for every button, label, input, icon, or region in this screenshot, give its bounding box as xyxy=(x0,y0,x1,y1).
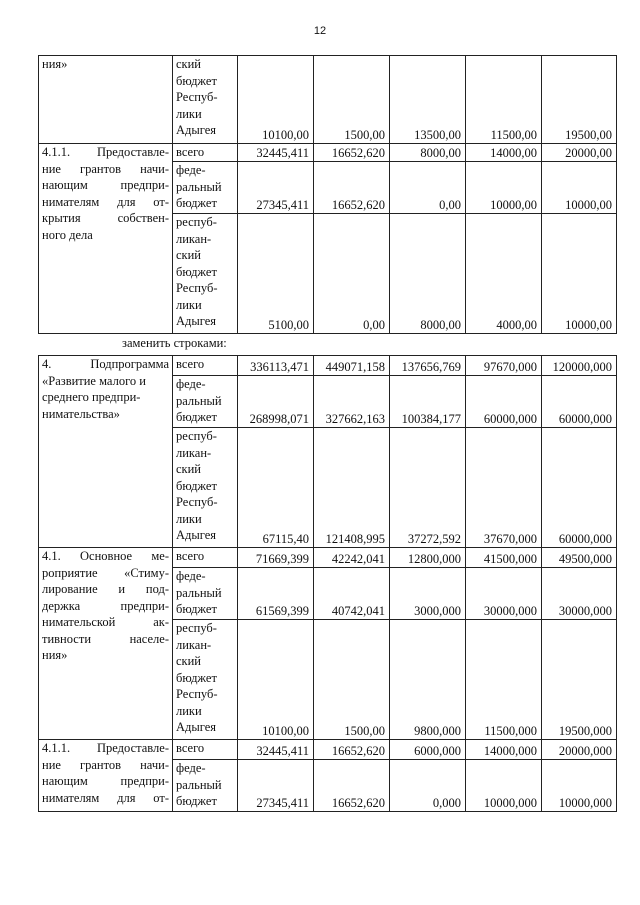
amount-cell: 37670,000 xyxy=(466,428,542,548)
funding-source-line: ральный xyxy=(176,393,222,408)
measure-name-line xyxy=(42,614,169,631)
name-word: Основное xyxy=(80,549,133,563)
funding-source-line: респуб- xyxy=(176,429,217,443)
amount-cell: 16652,620 xyxy=(314,162,390,214)
name-word: нимателям xyxy=(42,194,100,209)
funding-source-line: бюджет xyxy=(176,410,217,424)
funding-source-cell xyxy=(173,162,238,214)
funding-source-line: Адыгея xyxy=(176,123,217,137)
measure-name-line xyxy=(42,194,169,211)
table-row xyxy=(39,144,617,162)
funding-source-line: лики xyxy=(176,703,202,718)
amount-cell: 27345,411 xyxy=(238,162,314,214)
funding-source-line: ликан- xyxy=(176,445,212,460)
name-word: ние xyxy=(42,161,61,176)
name-word: ме- xyxy=(151,549,169,563)
funding-source-cell xyxy=(173,568,238,620)
name-word: нающим xyxy=(42,774,88,788)
measure-name-line: ния» xyxy=(42,648,68,662)
name-word: Предоставле- xyxy=(97,145,169,159)
funding-source-line: Респуб- xyxy=(176,281,218,295)
funding-source-line: ральный xyxy=(176,179,222,194)
funding-source-cell xyxy=(173,214,238,334)
name-word: населе- xyxy=(129,631,169,646)
amount-cell: 11500,00 xyxy=(466,56,542,144)
amount-cell: 13500,00 xyxy=(390,56,466,144)
name-word: и xyxy=(118,582,126,596)
amount-cell: 327662,163 xyxy=(314,376,390,428)
budget-table-replacement xyxy=(38,355,617,812)
name-word: лирование xyxy=(42,582,98,596)
table-row xyxy=(39,548,617,568)
name-word: грантов xyxy=(79,161,122,176)
amount-cell: 0,00 xyxy=(314,214,390,334)
funding-source-line: ский xyxy=(176,654,201,668)
name-word: ние xyxy=(42,757,61,772)
name-word: от- xyxy=(153,790,169,805)
name-word: держка xyxy=(42,598,81,613)
name-word: Подпрограмма xyxy=(90,357,169,371)
funding-source-line: всего xyxy=(176,145,205,159)
measure-name-line: нимательства» xyxy=(42,406,120,421)
funding-source-cell xyxy=(173,376,238,428)
amount-cell: 60000,000 xyxy=(542,376,617,428)
funding-source-line: феде- xyxy=(176,761,206,775)
funding-source-line: бюджет xyxy=(176,794,217,808)
funding-source-line: феде- xyxy=(176,163,206,177)
amount-cell: 97670,000 xyxy=(466,356,542,376)
amount-cell: 67115,40 xyxy=(238,428,314,548)
funding-source-cell xyxy=(173,144,238,162)
amount-cell: 5100,00 xyxy=(238,214,314,334)
amount-cell: 10100,00 xyxy=(238,56,314,144)
funding-source-line: ский xyxy=(176,248,201,262)
amount-cell: 9800,000 xyxy=(390,620,466,740)
measure-name-line xyxy=(42,548,169,565)
funding-source-line: бюджет xyxy=(176,196,217,210)
amount-cell: 37272,592 xyxy=(390,428,466,548)
funding-source-cell xyxy=(173,56,238,144)
amount-cell: 20000,00 xyxy=(542,144,617,162)
measure-name-line xyxy=(42,598,169,615)
name-word: 4. xyxy=(42,357,52,371)
amount-cell: 12800,000 xyxy=(390,548,466,568)
amount-cell: 120000,000 xyxy=(542,356,617,376)
funding-source-line: ральный xyxy=(176,777,222,792)
amount-cell: 16652,620 xyxy=(314,760,390,812)
measure-name-line: «Развитие малого и xyxy=(42,373,146,388)
name-word: роприятие xyxy=(42,565,98,580)
funding-source-cell xyxy=(173,760,238,812)
amount-cell: 49500,000 xyxy=(542,548,617,568)
measure-name-cell xyxy=(39,548,173,740)
name-word: начи- xyxy=(140,161,169,176)
amount-cell: 27345,411 xyxy=(238,760,314,812)
measure-name-cell xyxy=(39,740,173,812)
amount-cell: 10000,00 xyxy=(542,162,617,214)
amount-cell: 10000,00 xyxy=(542,214,617,334)
amount-cell: 14000,00 xyxy=(466,144,542,162)
funding-source-line: респуб- xyxy=(176,215,217,229)
funding-source-line: лики xyxy=(176,511,202,526)
amount-cell: 19500,000 xyxy=(542,620,617,740)
measure-name-line xyxy=(42,177,169,194)
funding-source-line: бюджет xyxy=(176,264,217,279)
table-row xyxy=(39,356,617,376)
measure-name-line xyxy=(42,144,169,161)
measure-name-line xyxy=(42,565,169,582)
amount-cell: 3000,000 xyxy=(390,568,466,620)
amount-cell: 10000,000 xyxy=(542,760,617,812)
name-word: предпри- xyxy=(120,598,169,613)
amount-cell: 8000,00 xyxy=(390,214,466,334)
amount-cell: 30000,000 xyxy=(466,568,542,620)
name-word: для xyxy=(117,790,136,805)
amount-cell: 449071,158 xyxy=(314,356,390,376)
funding-source-line: лики xyxy=(176,106,202,121)
funding-source-cell xyxy=(173,548,238,568)
name-word: грантов xyxy=(79,757,122,772)
measure-name-line xyxy=(42,210,169,227)
funding-source-line: Респуб- xyxy=(176,495,218,509)
measure-name-line xyxy=(42,161,169,178)
budget-table-original xyxy=(38,55,617,334)
name-word: Предоставле- xyxy=(97,741,169,755)
table-row xyxy=(39,740,617,760)
name-word: «Стиму- xyxy=(124,565,169,580)
table-row xyxy=(39,56,617,144)
amount-cell: 0,00 xyxy=(390,162,466,214)
amount-cell: 32445,411 xyxy=(238,144,314,162)
funding-source-cell xyxy=(173,740,238,760)
funding-source-line: всего xyxy=(176,357,205,371)
page-number: 12 xyxy=(313,25,327,37)
name-word: нимателям xyxy=(42,790,100,805)
funding-source-line: Респуб- xyxy=(176,687,218,701)
amount-cell: 41500,000 xyxy=(466,548,542,568)
funding-source-cell xyxy=(173,356,238,376)
amount-cell: 1500,00 xyxy=(314,56,390,144)
amount-cell: 6000,000 xyxy=(390,740,466,760)
amount-cell: 60000,000 xyxy=(542,428,617,548)
amount-cell: 60000,000 xyxy=(466,376,542,428)
replace-with-rows-text: заменить строками: xyxy=(122,336,227,350)
amount-cell: 16652,620 xyxy=(314,144,390,162)
measure-name-line: среднего предпри- xyxy=(42,390,141,404)
funding-source-line: Адыгея xyxy=(176,720,217,734)
name-word: от- xyxy=(153,194,169,209)
name-word: тивности xyxy=(42,631,92,646)
amount-cell: 268998,071 xyxy=(238,376,314,428)
amount-cell: 16652,620 xyxy=(314,740,390,760)
amount-cell: 4000,00 xyxy=(466,214,542,334)
measure-name-line xyxy=(42,631,169,648)
measure-name-cell xyxy=(39,56,173,144)
amount-cell: 121408,995 xyxy=(314,428,390,548)
funding-source-line: Респуб- xyxy=(176,90,218,104)
measure-name-line: ния» xyxy=(42,57,68,71)
funding-source-line: респуб- xyxy=(176,621,217,635)
measure-name-line xyxy=(42,790,169,807)
amount-cell: 30000,000 xyxy=(542,568,617,620)
funding-source-line: ликан- xyxy=(176,637,212,652)
amount-cell: 11500,000 xyxy=(466,620,542,740)
name-word: 4.1.1. xyxy=(42,145,71,159)
amount-cell: 336113,471 xyxy=(238,356,314,376)
amount-cell: 0,000 xyxy=(390,760,466,812)
funding-source-line: феде- xyxy=(176,569,206,583)
funding-source-line: ский xyxy=(176,462,201,476)
amount-cell: 1500,00 xyxy=(314,620,390,740)
funding-source-line: феде- xyxy=(176,377,206,391)
measure-name-cell xyxy=(39,144,173,334)
name-word: 4.1.1. xyxy=(42,741,71,755)
name-word: для xyxy=(117,194,136,209)
funding-source-line: всего xyxy=(176,549,205,563)
name-word: крытия xyxy=(42,211,81,225)
name-word: 4.1. xyxy=(42,549,61,563)
name-word: начи- xyxy=(140,757,169,772)
funding-source-line: всего xyxy=(176,741,205,755)
funding-source-line: Адыгея xyxy=(176,528,217,542)
measure-name-line xyxy=(42,757,169,774)
amount-cell: 10100,00 xyxy=(238,620,314,740)
name-word: нающим xyxy=(42,178,88,192)
measure-name-line: ного дела xyxy=(42,227,93,242)
name-word: собствен- xyxy=(117,211,169,225)
funding-source-line: бюджет xyxy=(176,602,217,616)
funding-source-cell xyxy=(173,428,238,548)
amount-cell: 61569,399 xyxy=(238,568,314,620)
name-word: предпри- xyxy=(120,774,169,788)
funding-source-line: бюджет xyxy=(176,670,217,685)
amount-cell: 10000,00 xyxy=(466,162,542,214)
funding-source-line: ликан- xyxy=(176,231,212,246)
funding-source-line: Адыгея xyxy=(176,314,217,328)
name-word: предпри- xyxy=(120,178,169,192)
amount-cell: 10000,000 xyxy=(466,760,542,812)
measure-name-line xyxy=(42,740,169,757)
amount-cell: 42242,041 xyxy=(314,548,390,568)
funding-source-line: ский xyxy=(176,57,201,71)
name-word: нимательской xyxy=(42,615,116,629)
name-word: ак- xyxy=(153,615,169,629)
measure-name-cell xyxy=(39,356,173,548)
amount-cell: 40742,041 xyxy=(314,568,390,620)
funding-source-cell xyxy=(173,620,238,740)
amount-cell: 32445,411 xyxy=(238,740,314,760)
amount-cell: 19500,00 xyxy=(542,56,617,144)
funding-source-line: бюджет xyxy=(176,478,217,493)
amount-cell: 20000,000 xyxy=(542,740,617,760)
funding-source-line: ральный xyxy=(176,585,222,600)
funding-source-line: лики xyxy=(176,297,202,312)
amount-cell: 8000,00 xyxy=(390,144,466,162)
amount-cell: 14000,000 xyxy=(466,740,542,760)
amount-cell: 100384,177 xyxy=(390,376,466,428)
amount-cell: 137656,769 xyxy=(390,356,466,376)
name-word: под- xyxy=(145,582,169,596)
measure-name-line xyxy=(42,356,169,373)
measure-name-line xyxy=(42,773,169,790)
amount-cell: 71669,399 xyxy=(238,548,314,568)
funding-source-line: бюджет xyxy=(176,73,217,88)
measure-name-line xyxy=(42,581,169,598)
